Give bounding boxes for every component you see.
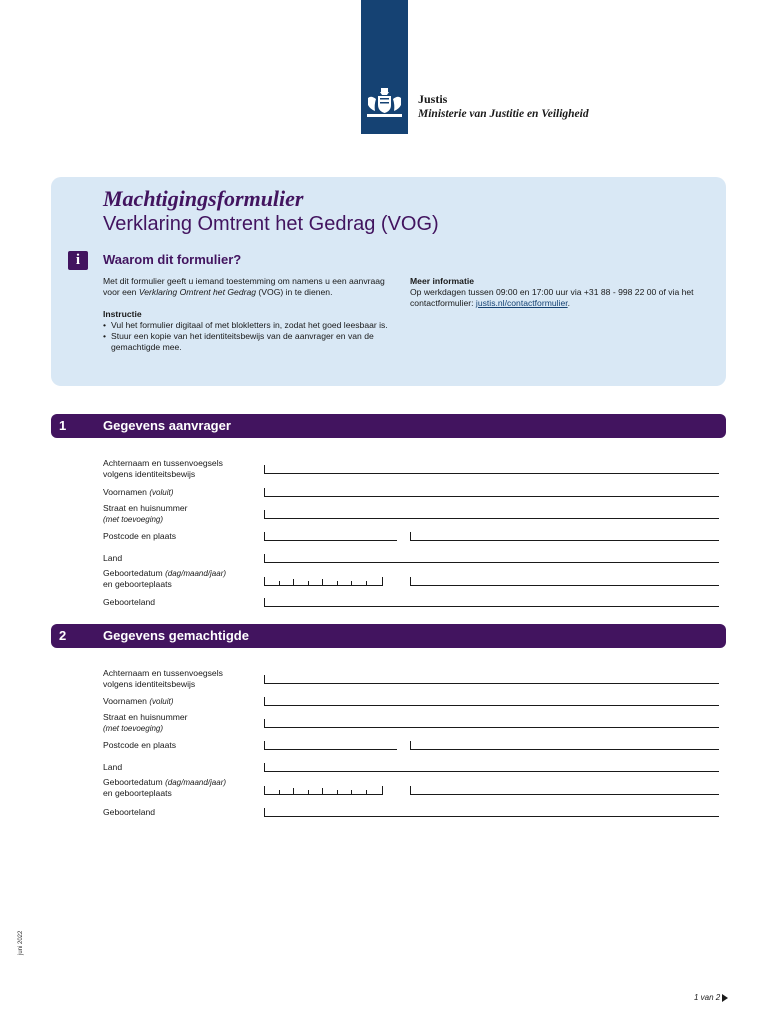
section-title: Gegevens aanvrager [103, 418, 231, 433]
section-number: 1 [59, 418, 67, 433]
logo-band [361, 0, 408, 134]
geboorteland-field[interactable] [264, 598, 719, 607]
label-land: Land [103, 762, 123, 772]
label-geboorteland: Geboorteland [103, 597, 156, 607]
plaats-field[interactable] [410, 532, 719, 541]
postcode-field[interactable] [264, 741, 397, 750]
straat-field[interactable] [264, 719, 719, 728]
voornamen-field[interactable] [264, 697, 719, 706]
instruction-heading: Instructie [103, 309, 142, 319]
section-bar-gemachtigde [51, 624, 726, 648]
geboortedatum-field[interactable] [264, 577, 383, 586]
geboortedatum-field[interactable] [264, 786, 383, 795]
page-number: 1 van 2 [694, 993, 721, 1002]
next-page-arrow-icon[interactable] [722, 994, 728, 1002]
straat-field[interactable] [264, 510, 719, 519]
postcode-field[interactable] [264, 532, 397, 541]
land-field[interactable] [264, 763, 719, 772]
section-title: Gegevens gemachtigde [103, 628, 249, 643]
label-straat: Straat en huisnummer (met toevoeging) [103, 712, 188, 733]
label-voornamen: Voornamen (voluit) [103, 696, 174, 706]
instruction-list [103, 320, 393, 353]
form-subtitle: Verklaring Omtrent het Gedrag (VOG) [103, 213, 439, 235]
info-icon: i [68, 251, 88, 270]
geboorteland-field[interactable] [264, 808, 719, 817]
side-date: juni 2022 [18, 930, 24, 955]
list-item: • Stuur een kopie van het identiteitsbewijs van de aanvrager en van de gemachtigde mee. [103, 331, 393, 353]
form-title: Machtigingsformulier [103, 186, 304, 211]
achternaam-field[interactable] [264, 465, 719, 474]
label-voornamen: Voornamen (voluit) [103, 487, 174, 497]
label-land: Land [103, 553, 123, 563]
list-item: • Vul het formulier digitaal of met blokletters in, zodat het goed leesbaar is. [103, 320, 393, 331]
label-achternaam: Achternaam en tussenvoegsels volgens identiteitsbewijs [103, 668, 223, 689]
more-info-text: Op werkdagen tussen 09:00 en 17:00 uur via +31 88 - 998 22 00 of via het contactformulier: justis.nl/contactformulier. [410, 287, 694, 308]
coat-of-arms-icon [364, 86, 405, 122]
section-bar-aanvrager [51, 414, 726, 438]
voornamen-field[interactable] [264, 488, 719, 497]
section-number: 2 [59, 628, 67, 643]
achternaam-field[interactable] [264, 675, 719, 684]
label-geboortedatum: Geboortedatum (dag/maand/jaar) en geboorteplaats [103, 777, 227, 798]
label-postcode: Postcode en plaats [103, 740, 177, 750]
more-info-heading: Meer informatie [410, 276, 474, 286]
label-geboorteland: Geboorteland [103, 807, 156, 817]
label-straat: Straat en huisnummer (met toevoeging) [103, 503, 188, 524]
plaats-field[interactable] [410, 741, 719, 750]
label-achternaam: Achternaam en tussenvoegsels volgens identiteitsbewijs [103, 458, 223, 479]
org-subtitle: Ministerie van Justitie en Veiligheid [418, 108, 589, 120]
org-name: Justis [418, 92, 448, 106]
why-text: Met dit formulier geeft u iemand toestemming om namens u een aanvraag voor een Verklaring Omtrent het Gedrag (VOG) in te dienen. [103, 276, 385, 297]
why-heading: Waarom dit formulier? [103, 252, 242, 267]
label-postcode: Postcode en plaats [103, 531, 177, 541]
land-field[interactable] [264, 554, 719, 563]
contact-link[interactable]: justis.nl/contactformulier [475, 298, 568, 308]
label-geboortedatum: Geboortedatum (dag/maand/jaar) en geboorteplaats [103, 568, 227, 589]
geboorteplaats-field[interactable] [410, 786, 719, 795]
geboorteplaats-field[interactable] [410, 577, 719, 586]
